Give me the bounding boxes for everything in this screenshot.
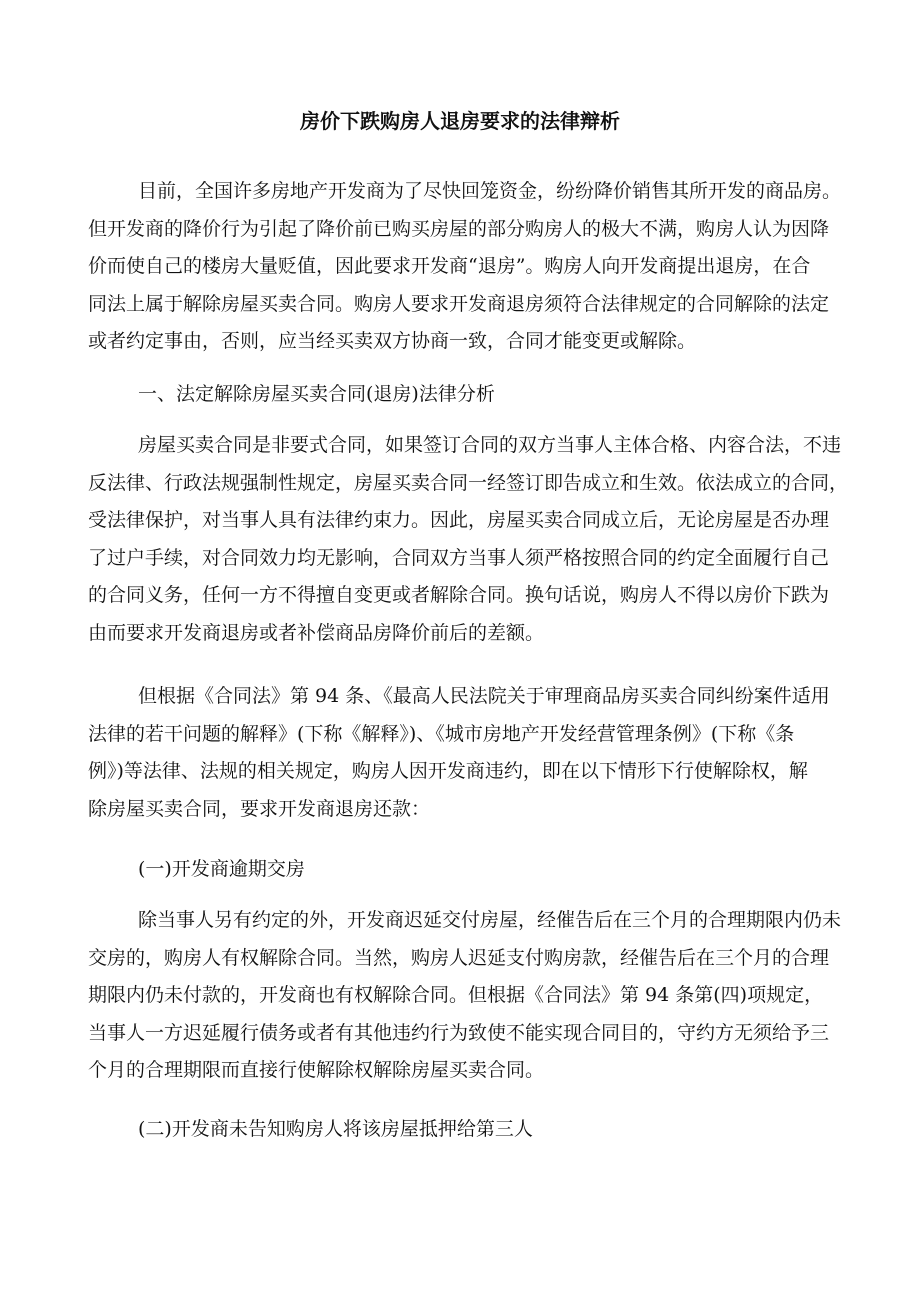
- subsection-heading-2: [88, 1111, 848, 1149]
- text-line: 除房屋买卖合同，要求开发商退房还款：: [88, 797, 431, 820]
- text-line: 个月的合理期限而直接行使解除权解除房屋买卖合同。: [88, 1059, 545, 1082]
- text-line: 价而使自己的楼房大量贬值，因此要求开发商“退房”。购房人向开发商提出退房，在合: [88, 255, 811, 278]
- text-line: 交房的，购房人有权解除合同。当然，购房人迟延支付购房款，经催告后在三个月的合理: [88, 946, 830, 969]
- heading-text: 一、法定解除房屋买卖合同(退房)法律分析: [138, 383, 495, 405]
- document-title: 房价下跌购房人退房要求的法律辩析: [300, 109, 620, 133]
- text-line: 房屋买卖合同是非要式合同，如果签订合同的双方当事人主体合格、内容合法，不违: [138, 434, 842, 456]
- text-line: 了过户手续，对合同效力均无影响，合同双方当事人须严格按照合同的约定全面履行自己: [88, 546, 830, 569]
- section-heading-1: [88, 376, 848, 414]
- paragraph-contract-nature: [88, 427, 848, 653]
- text-line: 由而要求开发商退房或者补偿商品房降价前后的差额。: [88, 621, 545, 644]
- heading-text: (二)开发商未告知购房人将该房屋抵押给第三人: [138, 1118, 533, 1140]
- heading-text: (一)开发商逾期交房: [138, 858, 305, 880]
- text-line: 的合同义务，任何一方不得擅自变更或者解除合同。换句话说，购房人不得以房价下跌为: [88, 584, 830, 607]
- text-line: 除当事人另有约定的外，开发商迟延交付房屋，经催告后在三个月的合理期限内仍未: [138, 909, 842, 931]
- text-line: 例》)等法律、法规的相关规定，购房人因开发商违约，即在以下情形下行使解除权，解: [88, 760, 808, 783]
- text-line: 但开发商的降价行为引起了降价前已购买房屋的部分购房人的极大不满，购房人认为因降: [88, 217, 830, 240]
- subsection-heading-1: [88, 851, 848, 889]
- text-line: 但根据《合同法》第 94 条、《最高人民法院关于审理商品房买卖合同纠纷案件适用: [138, 685, 830, 707]
- text-line: 法律的若干问题的解释》(下称《解释》)、《城市房地产开发经营管理条例》(下称《条: [88, 722, 795, 745]
- text-line: 期限内仍未付款的，开发商也有权解除合同。但根据《合同法》第 94 条第(四)项规定，: [88, 984, 824, 1007]
- text-line: 当事人一方迟延履行债务或者有其他违约行为致使不能实现合同目的，守约方无须给予三: [88, 1021, 830, 1044]
- paragraph-intro: [88, 173, 848, 361]
- text-line: 反法律、行政法规强制性规定，房屋买卖合同一经签订即告成立和生效。依法成立的合同，: [88, 471, 849, 494]
- text-line: 受法律保护，对当事人具有法律约束力。因此，房屋买卖合同成立后，无论房屋是否办理: [88, 509, 830, 532]
- text-line: 目前，全国许多房地产开发商为了尽快回笼资金，纷纷降价销售其所开发的商品房。: [138, 180, 842, 202]
- paragraph-late-delivery: [88, 902, 848, 1090]
- text-line: 或者约定事由，否则，应当经买卖双方协商一致，合同才能变更或解除。: [88, 330, 697, 353]
- text-line: 同法上属于解除房屋买卖合同。购房人要求开发商退房须符合法律规定的合同解除的法定: [88, 292, 830, 315]
- paragraph-legal-basis: [88, 678, 848, 828]
